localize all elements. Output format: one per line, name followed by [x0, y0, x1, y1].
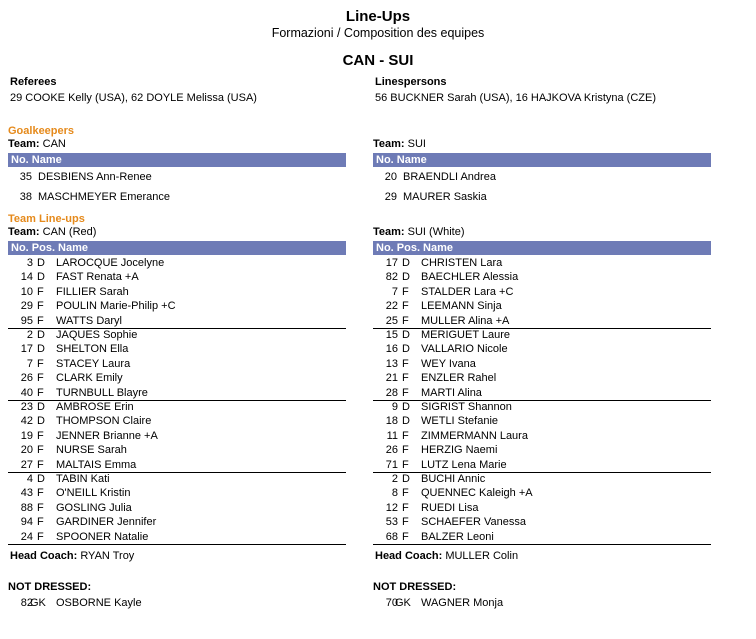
player-name: NURSE Sarah: [56, 444, 127, 457]
head-coach-label: Head Coach:: [10, 550, 78, 562]
player-row: [8, 357, 346, 371]
player-name: LUTZ Lena Marie: [421, 458, 507, 471]
player-row: [373, 515, 711, 529]
player-number: 20: [384, 171, 397, 183]
linespersons-label: Linespersons: [375, 76, 447, 88]
player-row: [8, 414, 346, 428]
player-name: LEEMANN Sinja: [421, 300, 502, 313]
player-number: 7: [391, 285, 398, 298]
player-row: [8, 256, 346, 270]
player-name: POULIN Marie-Philip +C: [56, 300, 176, 313]
player-position: F: [402, 357, 409, 370]
not-dressed-row-left: [8, 596, 346, 610]
player-name: TURNBULL Blayre: [56, 386, 148, 399]
player-position: F: [37, 444, 44, 457]
player-position: F: [402, 314, 409, 327]
head-coach-name: MULLER Colin: [445, 550, 519, 562]
lineup-list-left: [8, 256, 346, 546]
player-position: F: [37, 501, 44, 514]
player-row: [373, 386, 711, 400]
player-name: GARDINER Jennifer: [56, 516, 157, 529]
player-name: FILLIER Sarah: [56, 285, 129, 298]
player-position: D: [37, 401, 45, 413]
player-position: F: [402, 300, 409, 313]
line-separator: [8, 544, 346, 545]
player-row: [8, 486, 346, 500]
player-name: SCHAEFER Vanessa: [421, 516, 526, 529]
player-position: D: [37, 271, 45, 284]
team-label: Team:: [8, 226, 40, 238]
lineups-section-label: Team Line-ups: [8, 213, 85, 225]
player-position: F: [402, 516, 409, 529]
player-row: [373, 400, 711, 414]
player-number: 3: [26, 257, 33, 269]
player-row: [373, 285, 711, 299]
gk-header-right: No. Name: [373, 153, 711, 167]
player-name: WETLI Stefanie: [421, 415, 499, 428]
goalkeeper-row: [8, 190, 346, 204]
goalkeeper-row: [8, 170, 346, 184]
player-row: [8, 328, 346, 342]
referees-label: Referees: [10, 76, 57, 88]
gk-list-left: [8, 168, 346, 208]
lineup-team-left: [8, 226, 96, 238]
team-label: Team:: [8, 138, 40, 150]
player-position: F: [37, 357, 44, 370]
player-position: D: [37, 329, 45, 341]
player-position: D: [402, 343, 410, 356]
player-name: RUEDI Lisa: [421, 501, 479, 514]
player-number: 26: [20, 372, 33, 385]
player-number: 42: [20, 415, 33, 428]
player-position: F: [37, 458, 44, 471]
player-name: THOMPSON Claire: [56, 415, 152, 428]
player-number: 82: [385, 271, 398, 284]
player-row: [8, 371, 346, 385]
player-position: D: [402, 415, 410, 428]
player-name: JAQUES Sophie: [56, 329, 138, 341]
player-row: [373, 429, 711, 443]
player-position: F: [37, 429, 44, 442]
player-name: O'NEILL Kristin: [56, 487, 131, 500]
player-name: MASCHMEYER Emerance: [38, 191, 171, 203]
player-row: [8, 515, 346, 529]
player-number: 40: [20, 386, 33, 399]
player-position: F: [37, 285, 44, 298]
player-row: [8, 386, 346, 400]
team-name: SUI (White): [407, 226, 465, 238]
player-position: F: [402, 386, 409, 399]
player-number: 71: [385, 458, 398, 471]
player-number: 16: [385, 343, 398, 356]
team-name: CAN: [42, 138, 66, 150]
player-position: F: [402, 429, 409, 442]
player-row: [373, 486, 711, 500]
player-number: 13: [385, 357, 398, 370]
player-name: TABIN Kati: [56, 473, 110, 485]
team-name: CAN (Red): [42, 226, 97, 238]
player-position: D: [37, 473, 45, 485]
document-subtitle: Formazioni / Composition des equipes: [271, 26, 485, 40]
player-name: SHELTON Ella: [56, 343, 129, 356]
player-name: ZIMMERMANN Laura: [421, 429, 528, 442]
match-title: CAN - SUI: [342, 52, 414, 69]
player-number: 24: [20, 530, 33, 543]
player-number: 35: [19, 171, 32, 183]
player-name: BUCHI Annic: [421, 473, 486, 485]
goalkeeper-row: [373, 170, 711, 184]
player-name: BRAENDLI Andrea: [403, 171, 496, 183]
referees-list: 29 COOKE Kelly (USA), 62 DOYLE Melissa (USA): [10, 92, 257, 104]
player-number: 2: [391, 473, 398, 485]
player-number: 68: [385, 530, 398, 543]
player-number: 82: [20, 597, 33, 609]
player-name: AMBROSE Erin: [56, 401, 134, 413]
gk-team-left: [8, 138, 66, 150]
player-row: [8, 342, 346, 356]
player-row: [8, 400, 346, 414]
player-name: JENNER Brianne +A: [56, 429, 158, 442]
gk-team-right: [373, 138, 426, 150]
team-name: SUI: [407, 138, 426, 150]
player-row: [8, 270, 346, 284]
player-row: [373, 530, 711, 544]
lineup-team-right: [373, 226, 465, 238]
player-row: [373, 472, 711, 486]
player-name: MALTAIS Emma: [56, 458, 137, 471]
team-label: Team:: [373, 138, 405, 150]
player-number: 43: [20, 487, 33, 500]
player-number: 10: [20, 285, 33, 298]
head-coach-label: Head Coach:: [375, 550, 443, 562]
player-position: D: [402, 329, 410, 341]
player-number: 4: [26, 473, 33, 485]
lineup-header-right: No. Pos. Name: [373, 241, 711, 255]
player-number: 27: [20, 458, 33, 471]
player-name: BALZER Leoni: [421, 530, 494, 543]
player-name: MARTI Alina: [421, 386, 482, 399]
lineup-list-right: [373, 256, 711, 546]
player-number: 94: [20, 516, 33, 529]
player-position: GK: [395, 597, 411, 609]
player-name: HERZIG Naemi: [421, 444, 498, 457]
player-number: 29: [384, 191, 397, 203]
gk-header-left: No. Name: [8, 153, 346, 167]
linespersons-list: 56 BUCKNER Sarah (USA), 16 HAJKOVA Kristyna (CZE): [375, 92, 656, 104]
player-row: [373, 314, 711, 328]
player-position: F: [402, 487, 409, 500]
player-row: [373, 371, 711, 385]
player-number: 18: [385, 415, 398, 428]
player-row: [8, 472, 346, 486]
gk-list-right: [373, 168, 711, 208]
player-name: OSBORNE Kayle: [56, 597, 142, 609]
player-number: 2: [26, 329, 33, 341]
player-row: [8, 299, 346, 313]
head-coach-name: RYAN Troy: [80, 550, 135, 562]
player-name: GOSLING Julia: [56, 501, 132, 514]
player-number: 26: [385, 444, 398, 457]
player-number: 12: [385, 501, 398, 514]
player-number: 19: [20, 429, 33, 442]
player-name: WAGNER Monja: [421, 597, 504, 609]
player-name: VALLARIO Nicole: [421, 343, 508, 356]
player-row: [8, 443, 346, 457]
player-position: D: [402, 271, 410, 284]
lineup-header-left: No. Pos. Name: [8, 241, 346, 255]
player-number: 11: [386, 429, 398, 442]
player-position: D: [402, 257, 410, 269]
player-position: F: [402, 444, 409, 457]
player-number: 28: [385, 386, 398, 399]
player-number: 22: [385, 300, 398, 313]
player-position: F: [402, 372, 409, 385]
player-position: F: [402, 501, 409, 514]
player-name: ENZLER Rahel: [421, 372, 497, 385]
player-number: 95: [20, 314, 33, 327]
player-position: D: [402, 401, 410, 413]
player-row: [8, 314, 346, 328]
player-row: [373, 443, 711, 457]
head-coach-left: [10, 550, 134, 562]
player-row: [8, 429, 346, 443]
player-position: F: [37, 516, 44, 529]
player-name: LAROCQUE Jocelyne: [56, 257, 165, 269]
player-name: STACEY Laura: [56, 357, 131, 370]
player-number: 38: [19, 191, 32, 203]
player-name: MAURER Saskia: [403, 191, 487, 203]
player-number: 53: [385, 516, 398, 529]
player-row: [373, 501, 711, 515]
player-number: 9: [391, 401, 398, 413]
player-position: D: [37, 343, 45, 356]
player-row: [8, 458, 346, 472]
goalkeepers-section-label: Goalkeepers: [8, 125, 75, 137]
player-position: GK: [30, 597, 46, 609]
player-number: 20: [20, 444, 33, 457]
player-row: [8, 285, 346, 299]
player-number: 21: [385, 372, 398, 385]
not-dressed-label-right: NOT DRESSED:: [373, 581, 457, 593]
player-number: 70: [385, 597, 398, 609]
not-dressed-label-left: NOT DRESSED:: [8, 581, 92, 593]
player-position: D: [402, 473, 410, 485]
player-name: FAST Renata +A: [56, 271, 139, 284]
player-name: WATTS Daryl: [56, 314, 122, 327]
player-row: [8, 530, 346, 544]
player-row: [373, 328, 711, 342]
player-row: [373, 357, 711, 371]
player-row: [373, 458, 711, 472]
player-number: 23: [20, 401, 33, 413]
player-position: F: [402, 285, 409, 298]
document-title: Line-Ups: [345, 8, 411, 25]
player-name: CLARK Emily: [56, 372, 123, 385]
player-number: 25: [385, 314, 398, 327]
player-name: CHRISTEN Lara: [421, 257, 503, 269]
player-position: F: [37, 372, 44, 385]
player-position: F: [37, 314, 44, 327]
player-number: 17: [20, 343, 33, 356]
player-name: SIGRIST Shannon: [421, 401, 512, 413]
head-coach-right: [375, 550, 518, 562]
player-name: QUENNEC Kaleigh +A: [421, 487, 533, 500]
player-name: WEY Ivana: [421, 357, 476, 370]
player-name: DESBIENS Ann-Renee: [38, 171, 152, 183]
player-name: MERIGUET Laure: [421, 329, 511, 341]
player-position: D: [37, 415, 45, 428]
not-dressed-row-right: [373, 596, 711, 610]
player-position: F: [37, 386, 44, 399]
team-label: Team:: [373, 226, 405, 238]
player-number: 15: [385, 329, 398, 341]
player-number: 17: [385, 257, 398, 269]
player-position: F: [402, 530, 409, 543]
player-number: 88: [20, 501, 33, 514]
player-number: 8: [391, 487, 398, 500]
player-row: [373, 256, 711, 270]
player-name: STALDER Lara +C: [421, 285, 514, 298]
player-row: [373, 342, 711, 356]
player-row: [8, 501, 346, 515]
player-position: F: [402, 458, 409, 471]
player-number: 29: [20, 300, 33, 313]
player-name: MULLER Alina +A: [421, 314, 510, 327]
goalkeeper-row: [373, 190, 711, 204]
player-name: SPOONER Natalie: [56, 530, 149, 543]
player-position: F: [37, 300, 44, 313]
player-number: 14: [20, 271, 33, 284]
player-row: [373, 270, 711, 284]
player-position: D: [37, 257, 45, 269]
player-row: [373, 414, 711, 428]
player-row: [373, 299, 711, 313]
player-position: F: [37, 530, 44, 543]
line-separator: [373, 544, 711, 545]
player-number: 7: [26, 357, 33, 370]
player-name: BAECHLER Alessia: [421, 271, 519, 284]
player-position: F: [37, 487, 44, 500]
